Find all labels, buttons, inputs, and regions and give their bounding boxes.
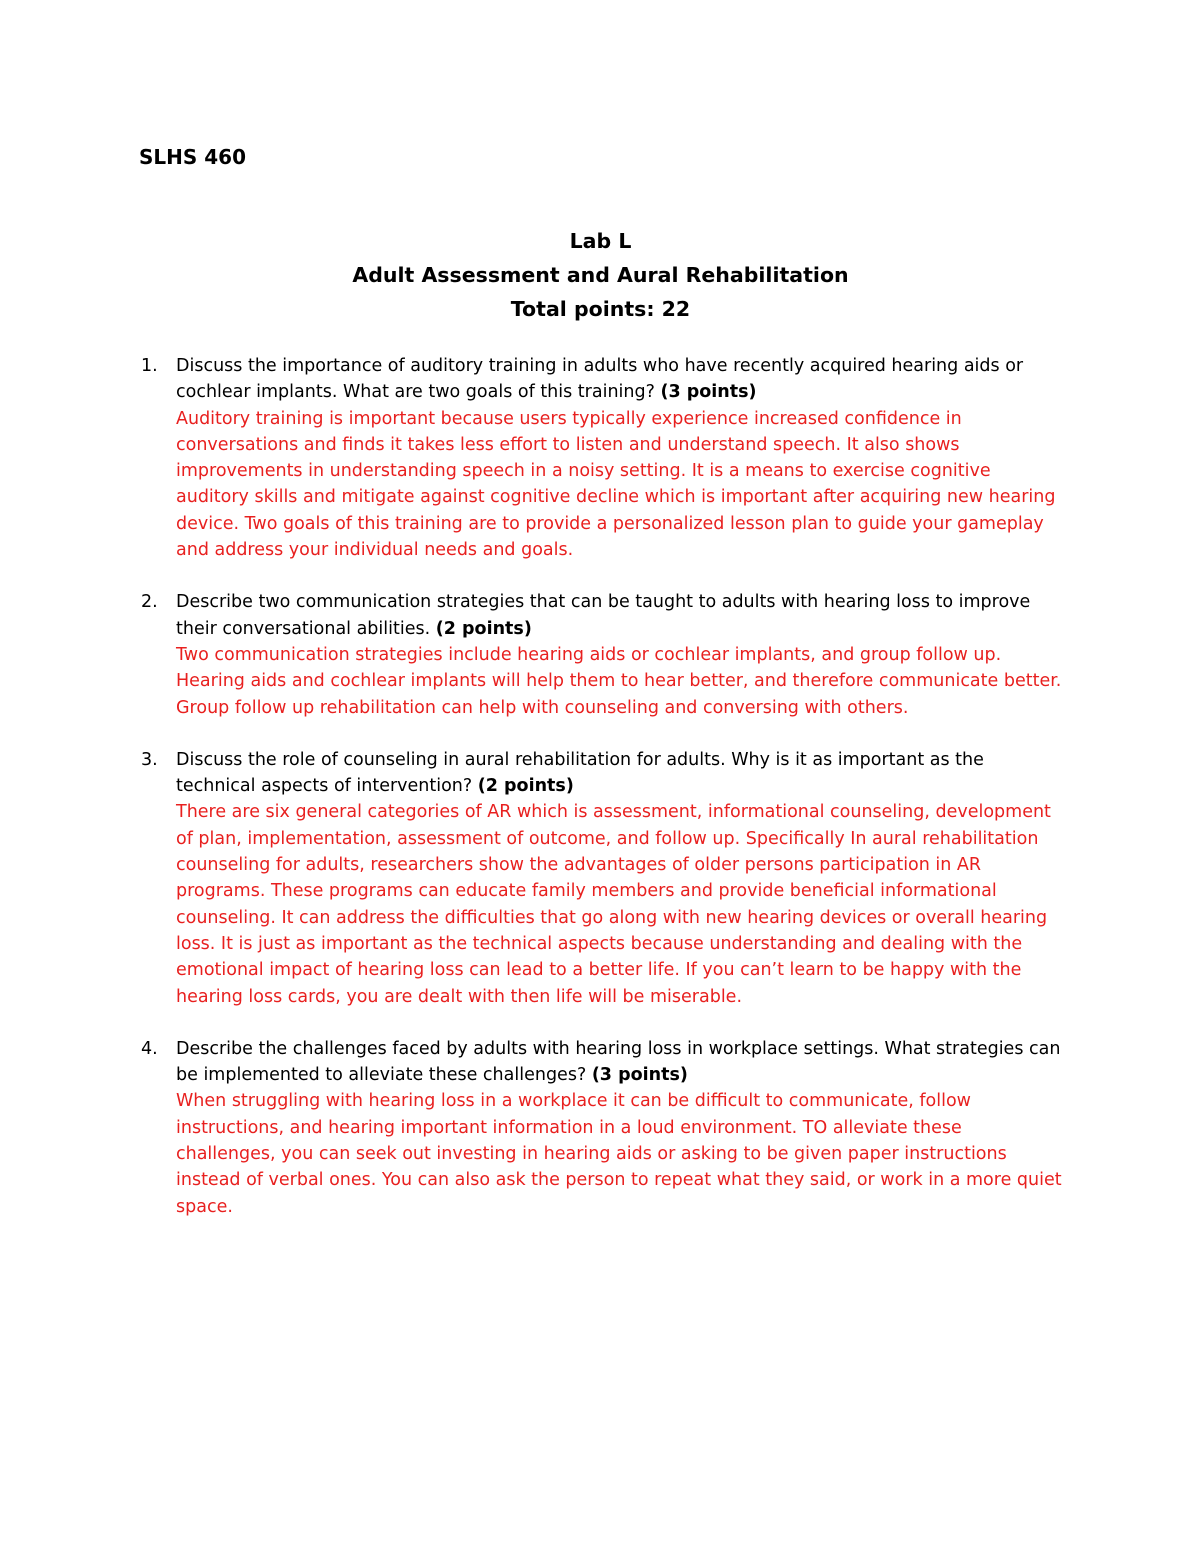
question-item — [139, 353, 1062, 563]
question-points: (3 points) — [660, 382, 757, 403]
question-prompt: Discuss the role of counseling in aural rehabilitation for adults. Why is it as important as the technical aspects of intervention? — [176, 749, 984, 797]
question-item — [139, 1036, 1062, 1220]
answer-text: Two communication strategies include hearing aids or cochlear implants, and group follow up. Hearing aids and cochlear implants will help them to hear better, and therefore communicate better. Group follow up rehabilitation can help with counseling and conversing with others. — [176, 644, 1062, 718]
question-prompt: Describe two communication strategies that can be taught to adults with hearing loss to improve their conversational abilities. — [176, 592, 1031, 639]
answer-text: There are six general categories of AR which is assessment, informational counseling, development of plan, implementation, assessment of outcome, and follow up. Specifically In aural rehabilitation counseling for adults, researchers show the advantages of older persons participation in AR programs. These programs can educate family members and provide beneficial informational counseling. It can address the difficulties that go along with new hearing devices or overall hearing loss. It is just as important as the technical aspects because understanding and dealing with the emotional impact of hearing loss can lead to a better life. If you can’t learn to be happy with the hearing loss cards, you are dealt with then life will be miserable. — [176, 802, 1051, 1007]
question-number: 3. — [141, 749, 158, 770]
lab-title: Lab L — [569, 229, 632, 253]
question-list — [139, 353, 1062, 1220]
lab-subject: Adult Assessment and Aural Rehabilitation — [352, 263, 849, 287]
title-block — [139, 224, 1062, 326]
course-code: SLHS 460 — [139, 145, 247, 169]
answer-text: When struggling with hearing loss in a workplace it can be difficult to communicate, follow instructions, and hearing important information in a loud environment. TO alleviate these challenges, you can seek out investing in hearing aids or asking to be given paper instructions instead of verbal ones. You can also ask the person to repeat what they said, or work in a more quiet space. — [176, 1091, 1062, 1217]
question-number: 4. — [141, 1038, 158, 1059]
question-number: 2. — [141, 592, 158, 613]
total-points: Total points: 22 — [510, 297, 691, 321]
question-number: 1. — [141, 356, 158, 376]
question-prompt: Describe the challenges faced by adults with hearing loss in workplace settings. What strategies can be implemented to alleviate these challenges? — [176, 1038, 1061, 1086]
question-prompt: Discuss the importance of auditory training in adults who have recently acquired hearing aids or cochlear implants. What are two goals of this training? — [176, 356, 1024, 403]
question-points: (2 points) — [435, 618, 532, 639]
question-item — [139, 589, 1062, 720]
answer-text: Auditory training is important because users typically experience increased confidence in conversations and finds it takes less effort to listen and understand speech. It also shows improvements in understanding speech in a noisy setting. It is a means to exercise cognitive auditory skills and mitigate against cognitive decline which is important after acquiring new hearing device. Two goals of this training are to provide a personalized lesson plan to guide your gameplay and address your individual needs and goals. — [176, 408, 1056, 561]
question-item — [139, 747, 1062, 1010]
question-points: (2 points) — [477, 776, 574, 797]
question-points: (3 points) — [591, 1065, 688, 1086]
